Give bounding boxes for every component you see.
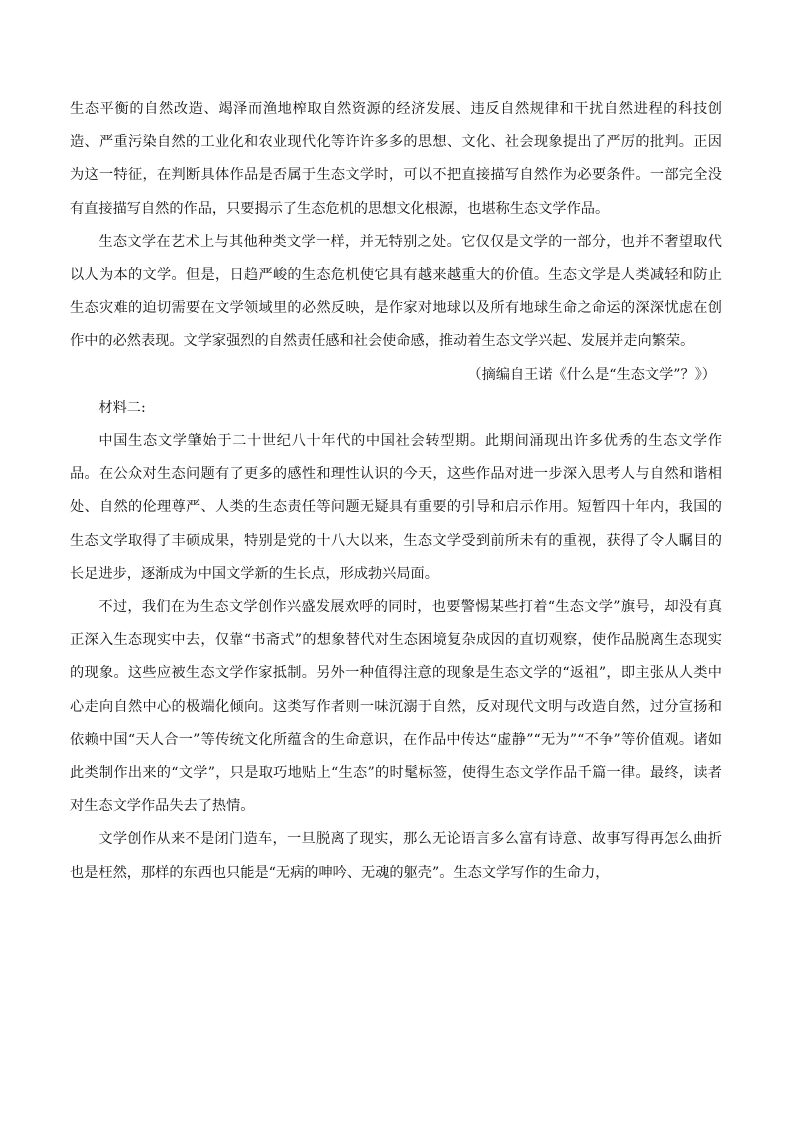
material-one-paragraph: 生态文学在艺术上与其他种类文学一样，并无特别之处。它仅仅是文学的一部分，也并不奢望取代以人为本的文学。但是，日趋严峻的生态危机使它具有越来越重大的价值。生态文学是人类减轻和防止生态灾难的迫切需要在文学领域里的必然反映，是作家对地球以及所有地球生命之命运的深深忧虑在创作中的必然表现。文学家强烈的自然责任感和社会使命感，推动着生态文学兴起、发展并走向繁荣。 xyxy=(70,233,722,350)
material-one-source: （摘编自王诺《什么是“生态文学”？》） xyxy=(467,366,716,383)
document-page xyxy=(70,93,722,890)
material-two-paragraph: 文学创作从来不是闭门造车，一旦脱离了现实，那么无论语言多么富有诗意、故事写得再怎么曲折也是枉然，那样的东西也只能是“无病的呻吟、无魂的躯壳”。生态文学写作的生命力， xyxy=(70,831,722,881)
material-two-paragraph: 中国生态文学肇始于二十世纪八十年代的中国社会转型期。此期间涌现出许多优秀的生态文学作品。在公众对生态问题有了更多的感性和理性认识的今天，这些作品对进一步深入思考人与自然和谐相处、自然的伦理尊严、人类的生态责任等问题无疑具有重要的引导和启示作用。短暂四十年内，我国的生态文学取得了丰硕成果，特别是党的十八大以来，生态文学受到前所未有的重视，获得了令人瞩目的长足进步，逐渐成为中国文学新的生长点，形成勃兴局面。 xyxy=(70,433,722,582)
material-one-paragraph-continued: 生态平衡的自然改造、竭泽而渔地榨取自然资源的经济发展、违反自然规律和干扰自然进程的科技创造、严重污染自然的工业化和农业现代化等许许多多的思想、文化、社会现象提出了严厉的批判。正因为这一特征，在判断具体作品是否属于生态文学时，可以不把直接描写自然作为必要条件。一部完全没有直接描写自然的作品，只要揭示了生态危机的思想文化根源，也堪称生态文学作品。 xyxy=(70,101,722,217)
material-two-paragraph: 不过，我们在为生态文学创作兴盛发展欢呼的同时，也要警惕某些打着“生态文学”旗号，却没有真正深入生态现实中去，仅靠“书斋式”的想象替代对生态困境复杂成因的直切观察，使作品脱离生态现实的现象。这些应被生态文学作家抵制。另外一种值得注意的现象是生态文学的“返祖”，即主张从人类中心走向自然中心的极端化倾向。这类写作者则一味沉溺于自然，反对现代文明与改造自然，过分宣扬和依赖中国“天人合一”等传统文化所蕴含的生命意识，在作品中传达“虚静”“无为”“不争”等价值观。诸如此类制作出来的“文学”，只是取巧地贴上“生态”的时髦标签，使得生态文学作品千篇一律。最终，读者对生态文学作品失去了热情。 xyxy=(70,599,722,815)
material-two-heading: 材料二: xyxy=(98,399,146,416)
